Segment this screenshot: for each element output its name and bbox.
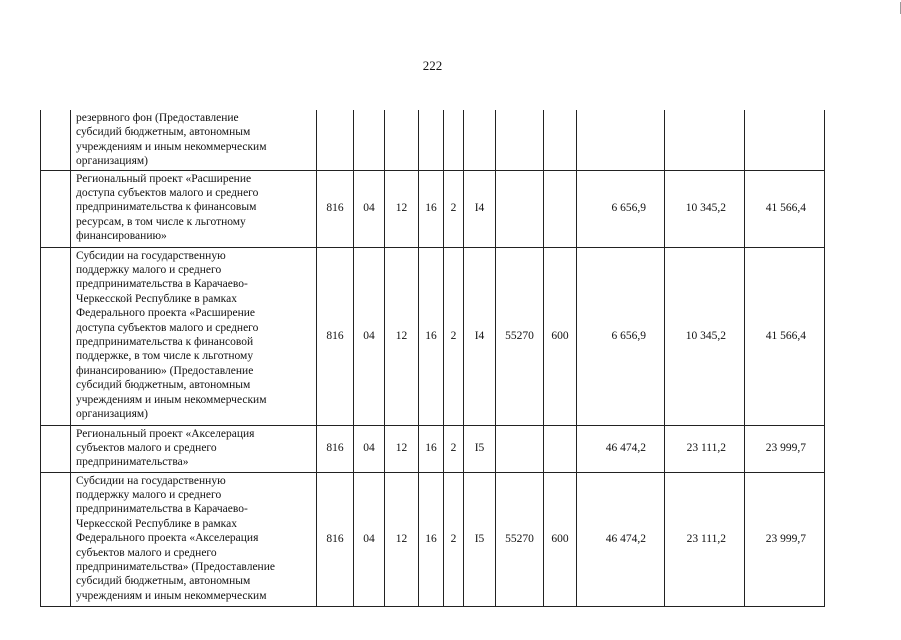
amount-year2-cell: 10 345,2 xyxy=(665,170,745,247)
direction-code-cell: 55270 xyxy=(496,247,544,425)
pr-code-cell: 12 xyxy=(385,170,419,247)
item-name-cell: резервного фон (Предоставление субсидий бюджетным, автономным учреждениям и иным некоммерческим организациям) xyxy=(71,110,317,170)
rz-code-cell xyxy=(354,110,385,170)
number-cell xyxy=(41,472,71,606)
project-code-cell: I4 xyxy=(464,170,496,247)
gr-code-cell: 816 xyxy=(317,472,354,606)
item-name-cell: Субсидии на государственную поддержку малого и среднего предпринимательства в Карачаево- Черкесской Республике в рамках Федерального проекта «Расширение доступа субъектов малого и среднего предпринимательства к финансовой поддержке, в том числе к льготному финансированию» (Предоставление субсидий бюджетным, автономным учреждениям и иным некоммерческим организациям) xyxy=(71,247,317,425)
amount-year1-cell xyxy=(577,110,665,170)
amount-year3-cell: 23 999,7 xyxy=(745,425,825,472)
number-cell xyxy=(41,425,71,472)
item-name-cell: Региональный проект «Расширение доступа субъектов малого и среднего предпринимательства к финансовым ресурсам, в том числе к льготному финансированию» xyxy=(71,170,317,247)
pr-code-cell: 12 xyxy=(385,247,419,425)
gr-code-cell: 816 xyxy=(317,425,354,472)
rz-code-cell: 04 xyxy=(354,425,385,472)
amount-year1-cell: 46 474,2 xyxy=(577,472,665,606)
subprogram-code-cell: 2 xyxy=(444,425,464,472)
amount-year1-cell: 6 656,9 xyxy=(577,170,665,247)
table-row xyxy=(41,247,825,425)
page-number: 222 xyxy=(422,58,443,73)
number-cell xyxy=(41,170,71,247)
rz-code-cell: 04 xyxy=(354,170,385,247)
table-row xyxy=(41,170,825,247)
amount-year1-cell: 46 474,2 xyxy=(577,425,665,472)
amount-year3-cell: 41 566,4 xyxy=(745,170,825,247)
expense-type-cell xyxy=(544,110,577,170)
pr-code-cell: 12 xyxy=(385,472,419,606)
project-code-cell: I5 xyxy=(464,425,496,472)
subprogram-code-cell: 2 xyxy=(444,170,464,247)
program-code-cell: 16 xyxy=(419,472,444,606)
project-code-cell: I4 xyxy=(464,247,496,425)
direction-code-cell xyxy=(496,110,544,170)
expense-type-cell: 600 xyxy=(544,247,577,425)
program-code-cell xyxy=(419,110,444,170)
project-code-cell: I5 xyxy=(464,472,496,606)
number-cell xyxy=(41,247,71,425)
table-row xyxy=(41,472,825,606)
rz-code-cell: 04 xyxy=(354,472,385,606)
subprogram-code-cell: 2 xyxy=(444,247,464,425)
number-cell xyxy=(41,110,71,170)
amount-year3-cell xyxy=(745,110,825,170)
amount-year2-cell: 23 111,2 xyxy=(665,472,745,606)
amount-year3-cell: 23 999,7 xyxy=(745,472,825,606)
subprogram-code-cell xyxy=(444,110,464,170)
subprogram-code-cell: 2 xyxy=(444,472,464,606)
budget-table xyxy=(40,110,825,607)
gr-code-cell xyxy=(317,110,354,170)
program-code-cell: 16 xyxy=(419,247,444,425)
rz-code-cell: 04 xyxy=(354,247,385,425)
gr-code-cell: 816 xyxy=(317,170,354,247)
expense-type-cell xyxy=(544,170,577,247)
table-row xyxy=(41,425,825,472)
gr-code-cell: 816 xyxy=(317,247,354,425)
expense-type-cell: 600 xyxy=(544,472,577,606)
amount-year2-cell xyxy=(665,110,745,170)
expense-type-cell xyxy=(544,425,577,472)
project-code-cell xyxy=(464,110,496,170)
amount-year1-cell: 6 656,9 xyxy=(577,247,665,425)
direction-code-cell: 55270 xyxy=(496,472,544,606)
program-code-cell: 16 xyxy=(419,425,444,472)
item-name-cell: Региональный проект «Акселерация субъектов малого и среднего предпринимательства» xyxy=(71,425,317,472)
program-code-cell: 16 xyxy=(419,170,444,247)
table-row xyxy=(41,110,825,170)
direction-code-cell xyxy=(496,170,544,247)
amount-year2-cell: 10 345,2 xyxy=(665,247,745,425)
pr-code-cell: 12 xyxy=(385,425,419,472)
item-name-cell: Субсидии на государственную поддержку малого и среднего предпринимательства в Карачаево- Черкесской Республике в рамках Федерального проекта «Акселерация субъектов малого и среднего предпринимательства» (Предоставление субсидий бюджетным, автономным учреждениям и иным некоммерческим xyxy=(71,472,317,606)
direction-code-cell xyxy=(496,425,544,472)
pr-code-cell xyxy=(385,110,419,170)
amount-year2-cell: 23 111,2 xyxy=(665,425,745,472)
amount-year3-cell: 41 566,4 xyxy=(745,247,825,425)
